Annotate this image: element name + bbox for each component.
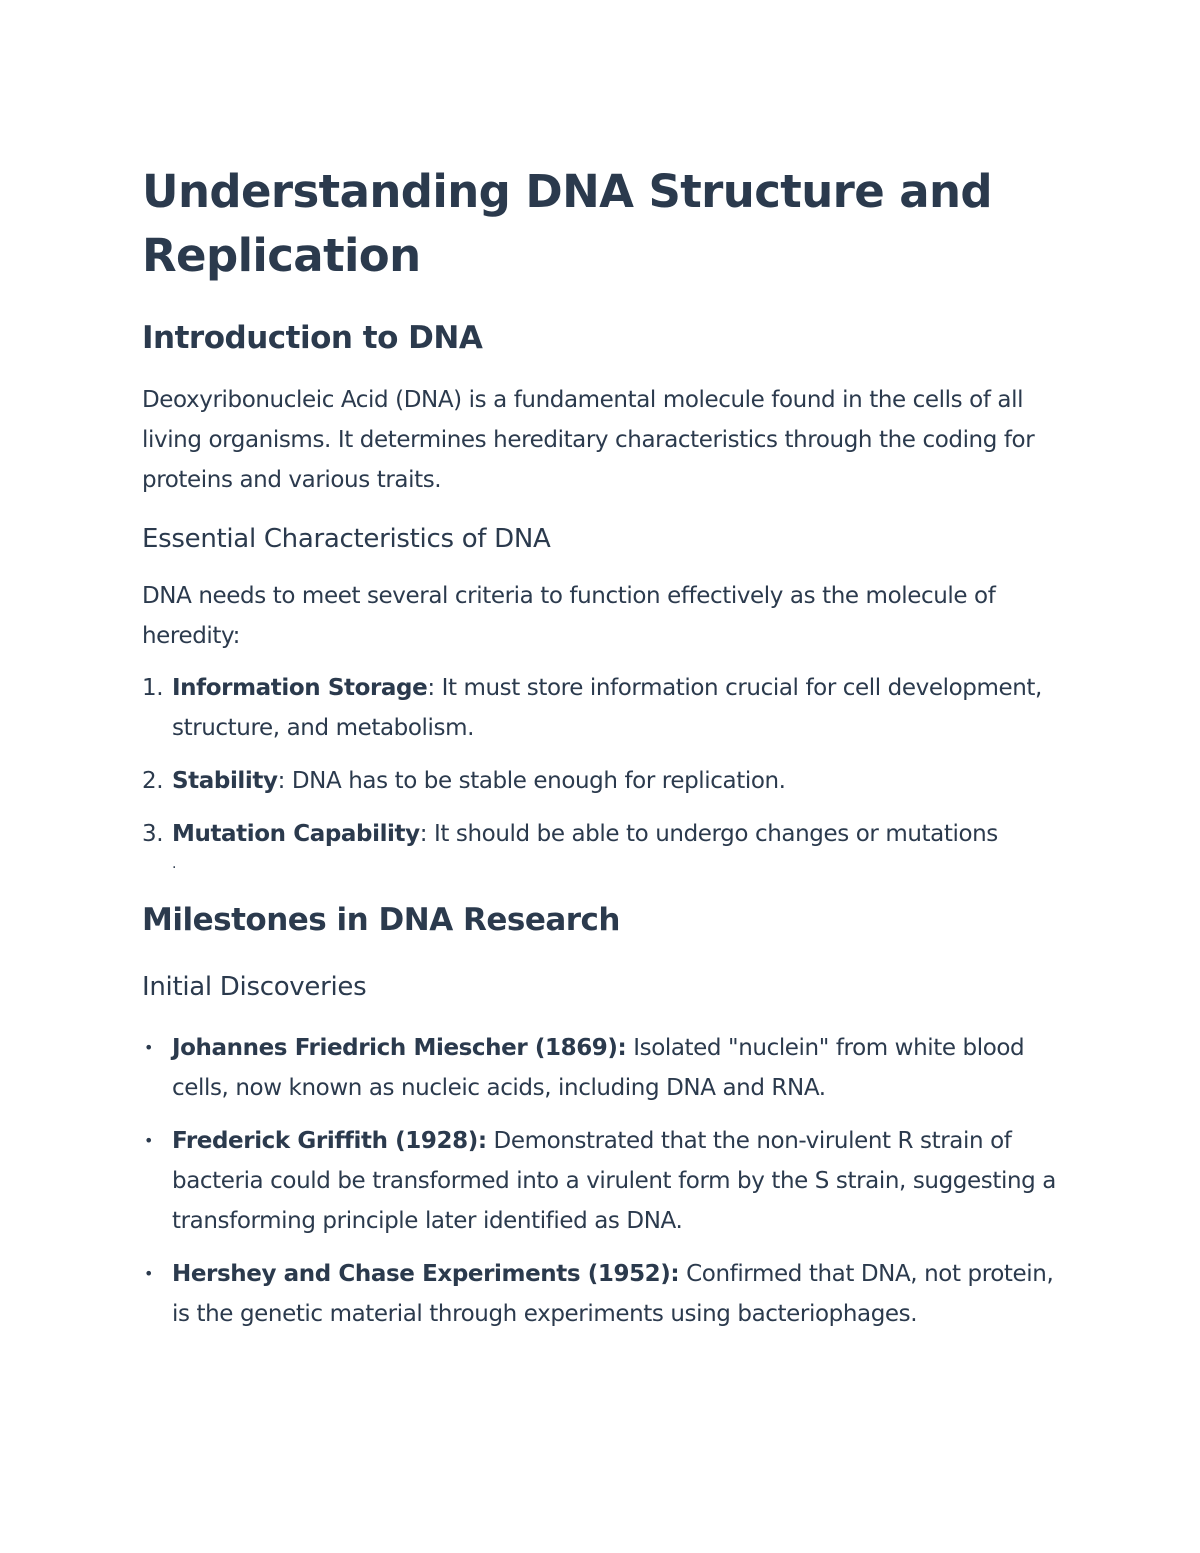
document-page	[142, 160, 1072, 1334]
subsection-heading-discoveries: Initial Discoveries	[142, 972, 367, 1002]
list-item-term: Hershey and Chase Experiments (1952):	[172, 1261, 680, 1287]
list-marker: 1.	[142, 675, 164, 701]
list-marker: 3.	[142, 821, 164, 847]
list-item-term: Frederick Griffith (1928):	[172, 1128, 487, 1154]
list-item	[142, 668, 1072, 748]
list-item-text: : DNA has to be stable enough for replication.	[277, 768, 786, 794]
list-item-text: Demonstrated that the non-virulent R strain of bacteria could be transformed into a virulent form by the S strain, suggesting a transforming principle later identified as DNA.	[172, 1128, 1056, 1234]
list-item-text: : It should be able to undergo changes or mutations	[419, 821, 998, 847]
list-item	[142, 761, 1072, 801]
characteristics-paragraph: DNA needs to meet several criteria to function effectively as the molecule of heredity:	[142, 583, 996, 649]
list-marker: 2.	[142, 768, 164, 794]
discoveries-list	[142, 1028, 1072, 1334]
list-item-term: Johannes Friedrich Miescher (1869):	[172, 1035, 627, 1061]
list-item	[142, 1028, 1072, 1108]
intro-paragraph: Deoxyribonucleic Acid (DNA) is a fundamental molecule found in the cells of all living organisms. It determines hereditary characteristics through the coding for proteins and various traits.	[142, 387, 1035, 493]
list-item-text: Isolated "nuclein" from white blood cells, now known as nucleic acids, including DNA and RNA.	[172, 1035, 1025, 1101]
section-heading-intro: Introduction to DNA	[142, 320, 483, 356]
criteria-list	[142, 668, 1072, 874]
list-item-tail: .	[172, 856, 177, 872]
list-item	[142, 814, 1072, 874]
list-item-term: Stability	[172, 768, 278, 794]
section-heading-milestones: Milestones in DNA Research	[142, 902, 621, 938]
bullet-icon: •	[144, 1038, 154, 1057]
list-item-text: : It must store information crucial for cell development, structure, and metabolism.	[172, 675, 1042, 741]
list-item-term: Mutation Capability	[172, 821, 420, 847]
list-item	[142, 1254, 1072, 1334]
subsection-heading-characteristics: Essential Characteristics of DNA	[142, 524, 551, 554]
list-item-term: Information Storage	[172, 675, 428, 701]
page-title: Understanding DNA Structure and Replication	[142, 165, 993, 282]
bullet-icon: •	[144, 1131, 154, 1150]
list-item-text: Confirmed that DNA, not protein, is the genetic material through experiments using bacteriophages.	[172, 1261, 1054, 1327]
list-item	[142, 1121, 1072, 1241]
bullet-icon: •	[144, 1264, 154, 1283]
